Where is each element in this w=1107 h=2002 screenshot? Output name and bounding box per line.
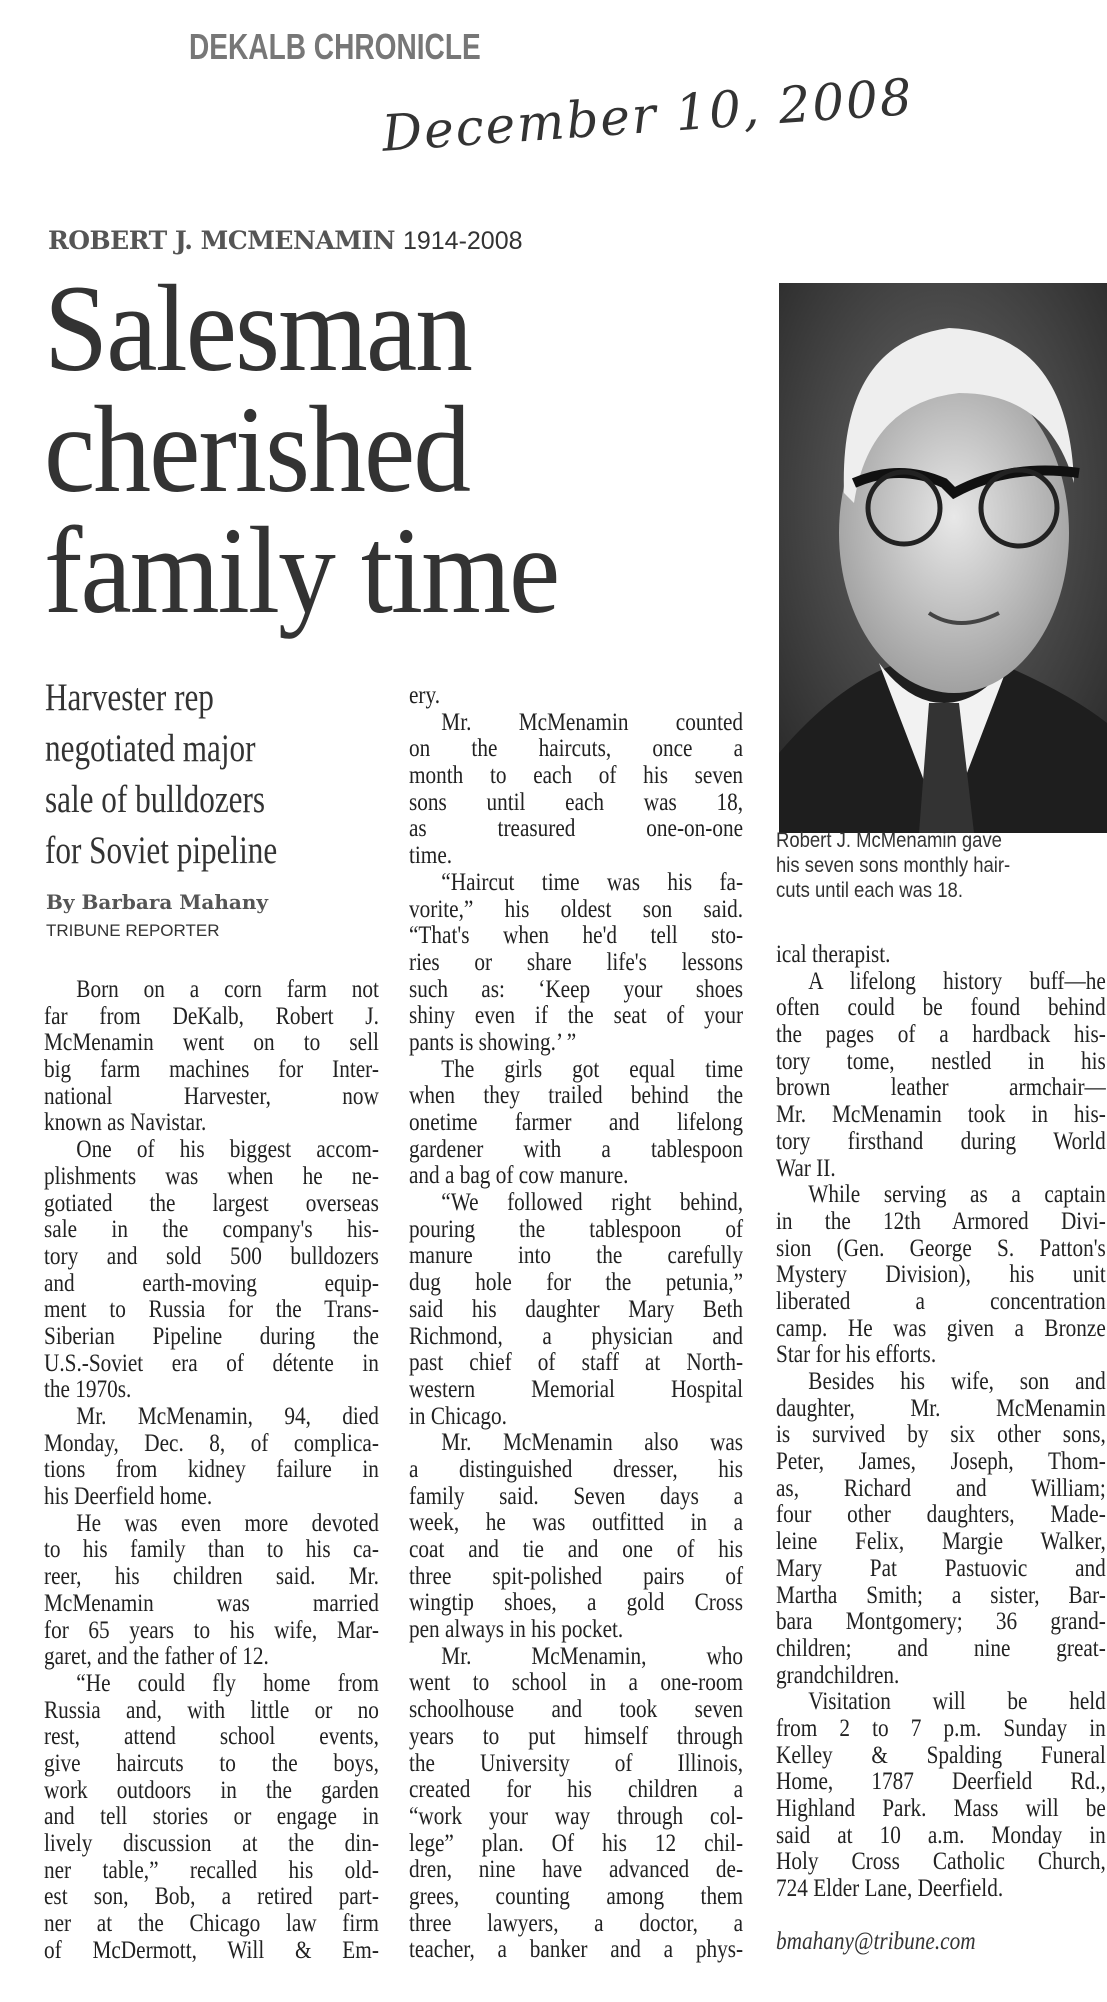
article-column-2 bbox=[409, 683, 743, 1964]
article-text-line: tions from kidney failure in bbox=[44, 1456, 379, 1484]
article-text-line: Highland Park. Mass will be bbox=[776, 1795, 1106, 1822]
article-text-line: lively discussion at the din- bbox=[44, 1830, 379, 1857]
article-text-line: manure into the carefully bbox=[409, 1242, 744, 1270]
article-text-line: three spit-polished pairs of bbox=[409, 1562, 744, 1590]
article-text-line: reer, his children said. Mr. bbox=[44, 1563, 379, 1591]
article-text-line: his Deerfield home. bbox=[44, 1483, 213, 1511]
article-text-line: as, Richard and William; bbox=[776, 1474, 1106, 1502]
subheadline bbox=[45, 672, 277, 876]
article-text-line: work outdoors in the garden bbox=[44, 1776, 379, 1804]
article-text-line: four other daughters, Made- bbox=[776, 1501, 1106, 1529]
article-text-line: Richmond, a physician and bbox=[409, 1322, 744, 1350]
article-text-line: is survived by six other sons, bbox=[776, 1421, 1106, 1449]
article-text-line: Martha Smith; a sister, Bar- bbox=[776, 1581, 1106, 1609]
article-text-line: went to school in a one-room bbox=[409, 1669, 744, 1697]
article-text-line: Star for his efforts. bbox=[776, 1341, 937, 1369]
article-text-line: Kelley & Spalding Funeral bbox=[776, 1741, 1106, 1769]
article-text-line: month to each of his seven bbox=[409, 762, 744, 790]
headline bbox=[44, 260, 559, 639]
kicker-years: 1914-2008 bbox=[402, 227, 523, 255]
article-text-line: family said. Seven days a bbox=[409, 1482, 744, 1510]
article-text-line: grandchildren. bbox=[776, 1661, 900, 1689]
article-text-line: schoolhouse and took seven bbox=[409, 1696, 744, 1724]
article-text-line: ment to Russia for the Trans- bbox=[44, 1296, 379, 1324]
article-text-line: vorite,” his oldest son said. bbox=[409, 895, 744, 923]
author-email[interactable]: bmahany@tribune.com bbox=[776, 1928, 976, 1955]
article-text-line: Mr. McMenamin, 94, died bbox=[76, 1403, 379, 1430]
article-text-line: 724 Elder Lane, Deerfield. bbox=[776, 1875, 1004, 1903]
subhead-line: for Soviet pipeline bbox=[45, 829, 278, 872]
article-text-line: tory firsthand during World bbox=[776, 1127, 1106, 1155]
article-text-line: and earth-moving equip- bbox=[44, 1269, 379, 1297]
article-text-line: past chief of staff at North- bbox=[409, 1349, 744, 1377]
article-text-line: the pages of a hardback his- bbox=[776, 1021, 1106, 1049]
article-text-line: tory tome, nestled in his bbox=[776, 1047, 1106, 1075]
article-text-line: “We followed right behind, bbox=[441, 1189, 744, 1217]
article-text-line: wingtip shoes, a gold Cross bbox=[409, 1589, 744, 1617]
article-text-line: Peter, James, Joseph, Thom- bbox=[776, 1448, 1106, 1476]
photo-caption bbox=[776, 828, 1010, 903]
article-text-line: dug hole for the petunia,” bbox=[409, 1269, 744, 1297]
article-text-line: a distinguished dresser, his bbox=[409, 1455, 744, 1483]
article-text-line: “That's when he'd tell sto- bbox=[409, 922, 744, 950]
article-column-3 bbox=[776, 942, 1106, 1903]
article-text-line: children; and nine great- bbox=[776, 1634, 1106, 1662]
article-text-line: coat and tie and one of his bbox=[409, 1536, 744, 1563]
article-text-line: ner table,” recalled his old- bbox=[44, 1856, 379, 1884]
subhead-line: Harvester rep bbox=[45, 676, 214, 719]
article-text-line: give haircuts to the boys, bbox=[44, 1749, 379, 1777]
article-text-line: said at 10 a.m. Monday in bbox=[776, 1821, 1106, 1849]
article-text-line: Russia and, with little or no bbox=[44, 1696, 379, 1724]
article-text-line: often could be found behind bbox=[776, 994, 1106, 1022]
article-text-line: and tell stories or engage in bbox=[44, 1803, 379, 1831]
article-text-line: onetime farmer and lifelong bbox=[409, 1109, 744, 1136]
article-text-line: Home, 1787 Deerfield Rd., bbox=[776, 1768, 1106, 1796]
article-text-line: when they trailed behind the bbox=[409, 1082, 744, 1110]
article-text-line: leine Felix, Margie Walker, bbox=[776, 1528, 1106, 1556]
article-text-line: said his daughter Mary Beth bbox=[409, 1295, 744, 1323]
article-text-line: grees, counting among them bbox=[409, 1882, 744, 1910]
article-text-line: est son, Bob, a retired part- bbox=[44, 1883, 379, 1911]
article-text-line: Holy Cross Catholic Church, bbox=[776, 1848, 1106, 1876]
article-text-line: gotiated the largest overseas bbox=[44, 1189, 379, 1217]
article-text-line: gardener with a tablespoon bbox=[409, 1135, 744, 1163]
article-text-line: daughter, Mr. McMenamin bbox=[776, 1394, 1106, 1422]
article-text-line: sons until each was 18, bbox=[409, 788, 744, 816]
article-text-line: pants is showing.’ ” bbox=[409, 1028, 577, 1056]
article-text-line: of McDermott, Will & Em- bbox=[44, 1936, 379, 1964]
article-text-line: ical therapist. bbox=[776, 941, 891, 968]
article-text-line: While serving as a captain bbox=[808, 1181, 1106, 1209]
article-text-line: created for his children a bbox=[409, 1776, 744, 1804]
article-text-line: shiny even if the seat of your bbox=[409, 1002, 744, 1030]
article-text-line: tory and sold 500 bulldozers bbox=[44, 1242, 379, 1270]
article-text-line: as treasured one-on-one bbox=[409, 815, 744, 843]
article-text-line: to his family than to his ca- bbox=[44, 1536, 379, 1564]
article-text-line: Mr. McMenamin also was bbox=[441, 1429, 744, 1457]
article-text-line: McMenamin was married bbox=[44, 1589, 379, 1617]
article-text-line: The girls got equal time bbox=[441, 1055, 744, 1083]
article-text-line: “He could fly home from bbox=[76, 1669, 379, 1697]
headline-line: cherished bbox=[44, 381, 470, 518]
article-text-line: He was even more devoted bbox=[76, 1509, 379, 1537]
article-text-line: week, he was outfitted in a bbox=[409, 1509, 744, 1537]
article-text-line: for 65 years to his wife, Mar- bbox=[44, 1616, 379, 1644]
article-text-line: on the haircuts, once a bbox=[409, 735, 744, 763]
article-column-1 bbox=[44, 977, 379, 1964]
caption-line: Robert J. McMenamin gave bbox=[776, 829, 1002, 852]
article-text-line: in the 12th Armored Divi- bbox=[776, 1207, 1106, 1235]
reporter-title: TRIBUNE REPORTER bbox=[46, 921, 220, 940]
article-text-line: far from DeKalb, Robert J. bbox=[44, 1002, 379, 1030]
subhead-line: sale of bulldozers bbox=[45, 778, 266, 821]
caption-line: cuts until each was 18. bbox=[776, 879, 963, 902]
article-text-line: camp. He was given a Bronze bbox=[776, 1314, 1106, 1342]
article-text-line: dren, nine have advanced de- bbox=[409, 1856, 744, 1884]
article-text-line: Besides his wife, son and bbox=[808, 1368, 1106, 1395]
article-text-line: “work your way through col- bbox=[409, 1802, 744, 1830]
article-text-line: One of his biggest accom- bbox=[76, 1136, 379, 1164]
article-text-line: western Memorial Hospital bbox=[409, 1375, 744, 1403]
portrait-photo bbox=[779, 283, 1107, 833]
article-text-line: garet, and the father of 12. bbox=[44, 1643, 269, 1671]
article-text-line: pen always in his pocket. bbox=[409, 1616, 624, 1644]
article-text-line: and a bag of cow manure. bbox=[409, 1162, 629, 1190]
article-text-line: time. bbox=[409, 842, 453, 870]
article-text-line: A lifelong history buff—he bbox=[808, 967, 1106, 995]
article-text-line: “Haircut time was his fa- bbox=[441, 868, 744, 896]
subhead-line: negotiated major bbox=[45, 727, 256, 770]
article-text-line: teacher, a banker and a phys- bbox=[409, 1936, 744, 1964]
article-text-line: Visitation will be held bbox=[808, 1688, 1106, 1716]
article-text-line: Mr. McMenamin, who bbox=[441, 1642, 744, 1670]
headline-line: family time bbox=[44, 502, 559, 639]
article-text-line: ery. bbox=[409, 682, 441, 709]
article-text-line: War II. bbox=[776, 1154, 836, 1182]
article-text-line: years to put himself through bbox=[409, 1722, 744, 1750]
article-text-line: Mystery Division), his unit bbox=[776, 1261, 1106, 1289]
article-text-line: from 2 to 7 p.m. Sunday in bbox=[776, 1714, 1106, 1742]
article-text-line: Mr. McMenamin counted bbox=[441, 708, 744, 736]
byline: By Barbara Mahany bbox=[46, 890, 269, 914]
article-text-line: Mr. McMenamin took in his- bbox=[776, 1101, 1106, 1129]
caption-line: his seven sons monthly hair- bbox=[776, 854, 1011, 877]
article-text-line: pouring the tablespoon of bbox=[409, 1215, 744, 1243]
article-text-line: lege” plan. Of his 12 chil- bbox=[409, 1829, 744, 1857]
article-text-line: big farm machines for Inter- bbox=[44, 1056, 379, 1084]
article-text-line: U.S.-Soviet era of détente in bbox=[44, 1349, 379, 1377]
article-text-line: Siberian Pipeline during the bbox=[44, 1322, 379, 1350]
article-text-line: Mary Pat Pastuovic and bbox=[776, 1554, 1106, 1582]
article-text-line: the University of Illinois, bbox=[409, 1749, 744, 1777]
publication-stamp: DEKALB CHRONICLE bbox=[189, 26, 481, 67]
kicker-name: ROBERT J. MCMENAMIN bbox=[48, 226, 395, 255]
obituary-kicker bbox=[48, 226, 523, 256]
handwritten-date: December 10, 2008 bbox=[380, 67, 916, 163]
article-text-line: McMenamin went on to sell bbox=[44, 1029, 379, 1057]
article-text-line: plishments was when he ne- bbox=[44, 1162, 379, 1190]
article-text-line: Monday, Dec. 8, of complica- bbox=[44, 1429, 379, 1457]
article-text-line: in Chicago. bbox=[409, 1402, 507, 1430]
article-text-line: three lawyers, a doctor, a bbox=[409, 1909, 744, 1937]
article-text-line: national Harvester, now bbox=[44, 1082, 379, 1110]
article-text-line: Born on a corn farm not bbox=[76, 976, 379, 1003]
article-text-line: such as: ‘Keep your shoes bbox=[409, 975, 744, 1003]
article-text-line: ner at the Chicago law firm bbox=[44, 1910, 379, 1938]
article-text-line: sion (Gen. George S. Patton's bbox=[776, 1234, 1106, 1262]
article-text-line: the 1970s. bbox=[44, 1376, 132, 1404]
article-text-line: rest, attend school events, bbox=[44, 1723, 379, 1751]
headline-line: Salesman bbox=[44, 260, 472, 397]
article-text-line: bara Montgomery; 36 grand- bbox=[776, 1608, 1106, 1636]
article-text-line: known as Navistar. bbox=[44, 1109, 207, 1137]
article-text-line: liberated a concentration bbox=[776, 1287, 1106, 1315]
article-text-line: sale in the company's his- bbox=[44, 1216, 379, 1244]
article-text-line: ries or share life's lessons bbox=[409, 948, 744, 976]
article-text-line: brown leather armchair— bbox=[776, 1074, 1106, 1102]
portrait-image bbox=[779, 283, 1107, 833]
